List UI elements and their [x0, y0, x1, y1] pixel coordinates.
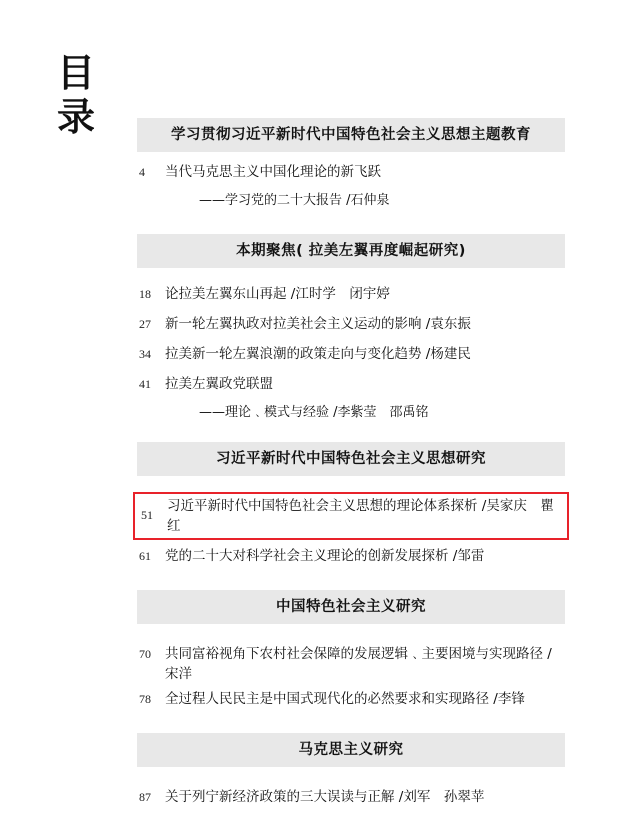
toc-entry[interactable] [137, 787, 565, 813]
spacer [137, 634, 565, 644]
page-title-vertical [48, 52, 104, 139]
entry-subtitle: ——学习党的二十大报告 /石仲泉 [199, 193, 390, 208]
section-header: 马克思主义研究 [137, 733, 565, 767]
page-title-char-2: 录 [56, 94, 95, 139]
entry-page-number: 61 [139, 549, 151, 564]
entry-title: 拉美新一轮左翼浪潮的政策走向与变化趋势 /杨建民 [165, 345, 471, 362]
entry-title: 共同富裕视角下农村社会保障的发展逻辑﹑主要困境与实现路径 /宋洋 [165, 646, 552, 683]
entry-title: 新一轮左翼执政对拉美社会主义运动的影响 /袁东振 [165, 315, 471, 332]
toc-entry[interactable] [137, 284, 565, 310]
section-header: 习近平新时代中国特色社会主义思想研究 [137, 442, 565, 476]
toc-entry[interactable] [137, 162, 565, 188]
spacer [137, 719, 565, 733]
spacer [137, 432, 565, 442]
spacer [137, 576, 565, 590]
spacer [137, 220, 565, 234]
toc-entry[interactable] [137, 344, 565, 370]
entry-page-number: 27 [139, 316, 151, 331]
entry-page-number: 18 [139, 286, 151, 301]
section-header: 学习贯彻习近平新时代中国特色社会主义思想主题教育 [137, 118, 565, 152]
page-title-char-1: 目 [56, 51, 95, 95]
toc-entry[interactable] [137, 374, 565, 400]
entry-page-number: 51 [141, 508, 153, 523]
entry-page-number: 78 [139, 691, 151, 706]
section-header: 中国特色社会主义研究 [137, 590, 565, 624]
entry-page-number: 4 [139, 165, 145, 179]
toc-entry-highlighted[interactable] [133, 492, 569, 541]
entry-title: 党的二十大对科学社会主义理论的创新发展探析 /邹雷 [165, 548, 485, 565]
toc-entry[interactable] [137, 644, 565, 685]
entry-title: 习近平新时代中国特色社会主义思想的理论体系探析 /吴家庆 瞿红 [167, 497, 554, 534]
toc-entry[interactable] [137, 546, 565, 572]
entry-title: 拉美左翼政党联盟 [165, 375, 273, 392]
toc-entry[interactable] [137, 314, 565, 340]
entry-page-number: 70 [139, 647, 151, 662]
entry-subtitle: ——理论﹑模式与经验 /李紫莹 邵禹铭 [199, 404, 429, 420]
entry-page-number: 34 [139, 346, 151, 361]
section-header: 本期聚焦( 拉美左翼再度崛起研究) [137, 234, 565, 268]
entry-title: 当代马克思主义中国化理论的新飞跃 [165, 164, 381, 180]
entry-page-number: 87 [139, 789, 151, 804]
entry-title: 全过程人民民主是中国式现代化的必然要求和实现路径 /李锋 [165, 690, 525, 707]
entry-page-number: 41 [139, 376, 151, 391]
table-of-contents [137, 118, 565, 817]
entry-title: 论拉美左翼东山再起 /江时学 闭宇婷 [165, 285, 390, 302]
entry-title: 关于列宁新经济政策的三大误读与正解 /刘军 孙翠苹 [165, 788, 485, 805]
toc-entry[interactable] [137, 689, 565, 715]
spacer [137, 777, 565, 787]
